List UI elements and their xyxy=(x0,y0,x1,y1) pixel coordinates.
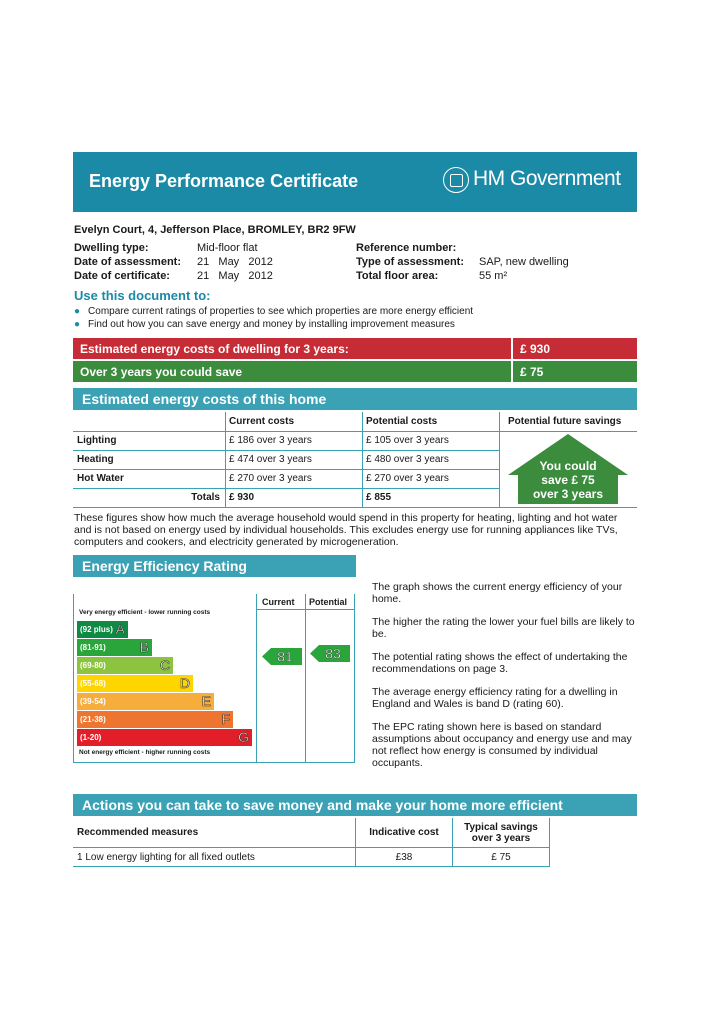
dwelling-type-value: Mid-floor flat xyxy=(197,242,258,254)
floor-area-label: Total floor area: xyxy=(356,270,439,282)
row-label-hot-water: Hot Water xyxy=(77,473,124,484)
table-divider xyxy=(549,818,550,866)
column-header-cost: Indicative cost xyxy=(369,827,439,838)
date-certificate-label: Date of certificate: xyxy=(74,270,170,282)
eer-band-range: (81-91) xyxy=(80,643,106,652)
eer-col-current: Current xyxy=(262,597,295,607)
eer-band-letter: F xyxy=(221,711,230,727)
savings-arrow xyxy=(507,433,629,505)
current-rating-value: 81 xyxy=(277,648,293,665)
estimated-cost-value: £ 930 xyxy=(513,338,637,359)
eer-band-letter: A xyxy=(115,621,125,637)
table-divider xyxy=(73,866,550,867)
measure-cost-1: £38 xyxy=(395,851,413,863)
eer-divider xyxy=(256,609,355,610)
potential-rating-value: 83 xyxy=(325,645,341,662)
date-certificate-value: 21 May 2012 xyxy=(197,270,273,282)
table-divider xyxy=(73,431,637,432)
hot-water-potential: £ 270 over 3 years xyxy=(366,473,449,484)
costs-note: These figures show how much the average household would spend in this property for heating, lighting and hot water and is not based on energy used by individual households. This excludes energy use for running appliances like TVs, computers and cookers, and electricity generated by microgeneration. xyxy=(74,512,618,548)
savings-bar: Over 3 years you could save xyxy=(73,361,511,382)
dwelling-type-label: Dwelling type: xyxy=(74,242,149,254)
eer-band-range: (21-38) xyxy=(80,715,106,724)
eer-divider xyxy=(354,594,355,762)
column-header-typical-savings: Typical savings over 3 years xyxy=(464,821,538,844)
measure-savings-1: £ 75 xyxy=(491,851,511,863)
eer-band-a xyxy=(77,621,128,638)
actions-section-header: Actions you can take to save money and make your home more efficient xyxy=(73,794,637,816)
bullet-item: ● Find out how you can save energy and money by installing improvement measures xyxy=(74,319,455,330)
heating-current: £ 474 over 3 years xyxy=(229,454,312,465)
eer-section-header: Energy Efficiency Rating xyxy=(73,555,356,577)
eer-band-range: (55-68) xyxy=(80,679,106,688)
lighting-current: £ 186 over 3 years xyxy=(229,435,312,446)
column-header-potential: Potential costs xyxy=(366,416,438,427)
eer-band-letter: D xyxy=(179,675,190,691)
column-header-measures: Recommended measures xyxy=(77,827,199,838)
lighting-potential: £ 105 over 3 years xyxy=(366,435,449,446)
eer-band-b xyxy=(77,639,152,656)
hm-government-logo: HM Government xyxy=(473,167,621,190)
assessment-type-label: Type of assessment: xyxy=(356,256,465,268)
heating-potential: £ 480 over 3 years xyxy=(366,454,449,465)
eer-band-range: (39-54) xyxy=(80,697,106,706)
column-header-current: Current costs xyxy=(229,416,295,427)
table-divider xyxy=(73,507,637,508)
column-header-savings: Potential future savings xyxy=(508,416,622,427)
eer-col-potential: Potential xyxy=(309,597,348,607)
eer-text-4: The average energy efficiency rating for a dwelling in England and Wales is band D (rating 60). xyxy=(372,686,618,710)
eer-band-e xyxy=(77,693,214,710)
row-label-heating: Heating xyxy=(77,454,114,465)
assessment-type-value: SAP, new dwelling xyxy=(479,256,569,268)
floor-area-value: 55 m² xyxy=(479,270,508,282)
eer-band-letter: C xyxy=(159,657,170,673)
table-divider xyxy=(499,412,500,508)
eer-band-letter: G xyxy=(238,729,249,745)
bullet-icon: ● xyxy=(74,306,81,317)
eer-divider xyxy=(73,762,355,763)
arrow-text-line1: You could xyxy=(539,459,597,473)
row-label-lighting: Lighting xyxy=(77,435,117,446)
eer-band-c xyxy=(77,657,173,674)
eer-top-note: Very energy efficient - lower running costs xyxy=(79,609,211,616)
page-title: Energy Performance Certificate xyxy=(89,171,359,191)
current-rating-marker xyxy=(262,648,302,665)
bullet-icon: ● xyxy=(74,319,81,330)
use-document-title: Use this document to: xyxy=(74,288,211,303)
eer-band-g xyxy=(77,729,252,746)
hot-water-current: £ 270 over 3 years xyxy=(229,473,312,484)
eer-band-letter: B xyxy=(139,639,149,655)
total-current: £ 930 xyxy=(229,492,255,503)
eer-band-range: (92 plus) xyxy=(80,625,113,634)
eer-text-1: The graph shows the current energy efficiency of your home. xyxy=(372,581,623,605)
potential-rating-arrow xyxy=(310,645,350,662)
eer-band-letter: E xyxy=(201,693,211,709)
reference-label: Reference number: xyxy=(356,242,457,254)
eer-divider xyxy=(256,594,257,762)
costs-section-header: Estimated energy costs of this home xyxy=(73,388,637,410)
up-arrow-icon xyxy=(507,433,629,505)
eer-band-d xyxy=(77,675,193,692)
property-address: Evelyn Court, 4, Jefferson Place, BROMLEY, BR2 9FW xyxy=(74,224,356,236)
measure-row-1: 1 Low energy lighting for all fixed outlets xyxy=(77,851,255,863)
royal-crest-icon xyxy=(443,167,469,193)
estimated-cost-bar: Estimated energy costs of dwelling for 3 years: xyxy=(73,338,511,359)
date-assessment-label: Date of assessment: xyxy=(74,256,181,268)
arrow-text-line3: over 3 years xyxy=(532,487,604,501)
eer-band-range: (1-20) xyxy=(80,733,102,742)
date-assessment-value: 21 May 2012 xyxy=(197,256,273,268)
eer-bottom-note: Not energy efficient - higher running costs xyxy=(79,749,211,756)
potential-rating-marker xyxy=(310,645,350,662)
eer-text-5: The EPC rating shown here is based on standard assumptions about occupancy and energy use and may not reflect how energy is consumed by individual occupants. xyxy=(372,721,632,769)
eer-band-f xyxy=(77,711,233,728)
eer-text-2: The higher the rating the lower your fuel bills are likely to be. xyxy=(372,616,635,640)
bullet-item: ● Compare current ratings of properties to see which properties are more energy efficient xyxy=(74,306,474,317)
total-potential: £ 855 xyxy=(366,492,392,503)
current-rating-arrow xyxy=(262,648,302,665)
arrow-text-line2: save £ 75 xyxy=(541,473,595,487)
eer-band-range: (69-80) xyxy=(80,661,106,670)
eer-divider xyxy=(73,594,74,762)
eer-text-3: The potential rating shows the effect of undertaking the recommendations on page 3. xyxy=(372,651,628,675)
eer-divider xyxy=(305,594,306,762)
savings-value: £ 75 xyxy=(513,361,637,382)
totals-label: Totals xyxy=(191,492,220,503)
